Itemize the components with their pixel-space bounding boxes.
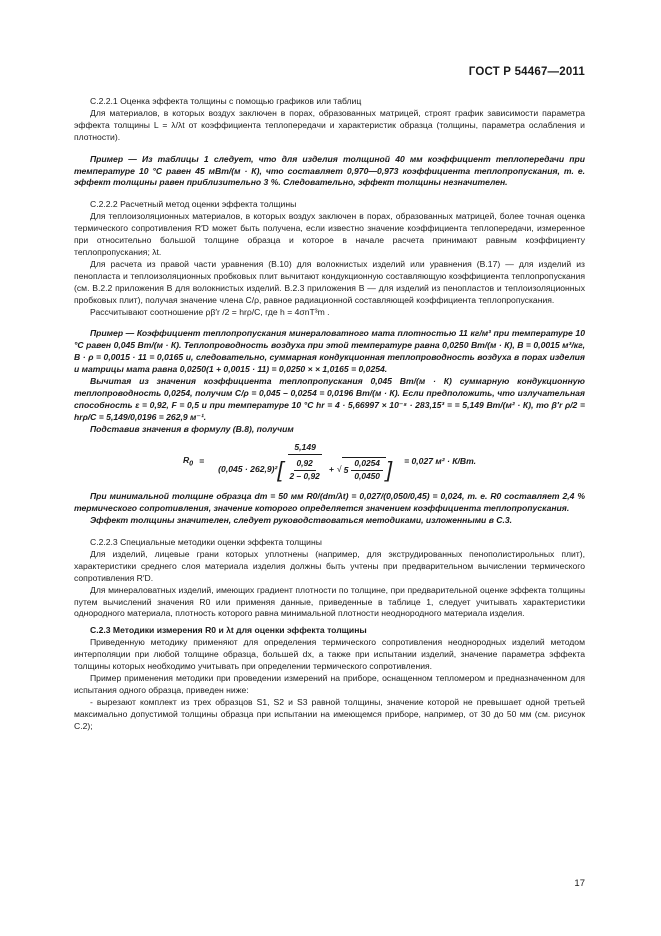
page-content [74,96,585,733]
formula-sqrt: √ 5 $\frac{0,0254}{0,0450}$ [337,457,386,483]
paragraph: Приведенную методику применяют для определения термического сопротивления неоднородных изделий методом интерполяции при любой толщине образца, большей dx, а также при испытании изделий, значение параметра эффекта толщины которых необходимо учитывать при определении термического сопротивления. [74,637,585,672]
paragraph: Для теплоизоляционных материалов, в которых воздух заключен в порах, образованных матрицей, более точная оценка термического сопротивления R′D может быть получена, если известно значение коэффициента теплопередачи, измеренное при относительно большой толщине образца и которое в начале расчета принимают равным коэффициенту теплопропускания; λt. [74,211,585,257]
paragraph: Пример применения методики при проведении измерений на приборе, оснащенном тепломером и предназначенном для испытания одного образца, приведен ниже: [74,672,585,695]
formula-lhs: $R_0$ [182,454,194,468]
page-number: 17 [574,878,585,889]
example-paragraph: При минимальной толщине образца dm = 50 мм R0/(dm/λt) = 0,027/(0,050/0,45) = 0,024, т. е. R0 составляет 2,4 % термического сопротивления, значение которого определяется значением коэффициента теплопропускания. [74,491,585,514]
section-heading-c222: С.2.2.2 Расчетный метод оценки эффекта толщины [90,199,297,210]
paragraph: Для изделий, лицевые грани которых уплотнены (например, для экструдированных пенополистирольных плит), характеристики среднего слоя материала изделия должны быть учтены при предварительном вычислении термического сопротивления R′D. [74,548,585,583]
paragraph: Для минераловатных изделий, имеющих градиент плотности по толщине, при предварительной оценке эффекта толщины путем вычислений значения R0 или применяя данные, приведенные в таблице 1, следует учитывать характеристики однородного материала, плотность которого равна минимальной плотности неоднородного материала изделия. [74,584,585,619]
formula-main-fraction [214,442,396,484]
section-heading-c23: С.2.3 Методики измерения R0 и λt для оценки эффекта толщины [90,625,367,636]
paragraph: Для материалов, в которых воздух заключен в порах, образованных матрицей, строят график зависимости параметра эффекта толщины L = λ/λt от коэффициента теплопередачи и характеристик образца (толщины, параметра ослабления и плотности). [74,107,585,142]
list-item: - вырезают комплект из трех образцов S1, S2 и S3 равной толщины, значение которой не превышает одной третьей максимально допустимой толщины образца при испытании на имеющемся приборе, например, от 30 до 50 мм (см. рисунок С.2); [74,696,585,731]
paragraph: Рассчитывают соотношение ρβ′r /2 = hrρ/C, где h = 4σnT³m . [90,306,330,317]
section-heading-c221: С.2.2.1 Оценка эффекта толщины с помощью графиков или таблиц [90,96,362,106]
formula-fraction-1: $\frac{0,92}{2 - 0,92}$ [289,457,320,481]
formula-denominator: (0,045 · 262,9)² [ $\frac{0,92}{2 - 0,92}$ + √ 5 $\frac{0,0254}{0,0450}$ ] [218,457,393,483]
example-paragraph: Пример — Коэффициент теплопропускания минераловатного мата плотностью 11 кг/м³ при температуре 10 °С равен 0,045 Вт/(м · К). Теплопроводность воздуха при этой температуре равна 0,0250 Вт/(м · К), В = 0,0015 м³/кг, В · ρ = 0,0015 · 11 = 0,0165 и, следовательно, суммарная кондукционная теплопроводность воздуха в порах изделия и матрицы мата равна 0,0250(1 + 0,0015 · 11) = 0,0250 × × 1,0165 = 0,0254. [74,328,585,375]
formula-result: = 0,027 м² · К/Вт. [404,456,477,467]
standard-number: ГОСТ Р 54467—2011 [468,66,585,78]
formula-fraction-2: $\frac{0,0254}{0,0450}$ [351,458,383,483]
formula-numerator: 5,149 [288,442,322,456]
example-paragraph: Эффект толщины значителен, следует руководствоваться методиками, изложенными в С.3. [90,515,513,526]
formula-b8 [74,442,585,484]
example-paragraph: Вычитая из значения коэффициента теплопропускания 0,045 Вт/(м · К) суммарную кондукционную теплопроводность 0,0254, получим C/ρ = 0,045 – 0,0254 = 0,0196 Вт/(м · К). Если предположить, что излучательная способность ε = 0,92, F = 0,5 и при температуре 10 °С hr = 4 · 5,66997 × 10⁻⁸ · 283,15³ = = 5,149 Вт/(м² · К), то β′r ρ/2 = hrρ/C = 5,149/0,0196 = 262,9 м⁻¹. [74,376,585,422]
section-heading-c223: С.2.2.3 Специальные методики оценки эффекта толщины [90,537,322,547]
example-paragraph: Подставив значения в формулу (В.8), получим [90,423,294,434]
paragraph: Для расчета из правой части уравнения (В.10) для волокнистых изделий или уравнения (В.17) — для изделий из пенопласта и теплоизоляционных пробковых плит вычитают кондукционную составляющую коэффициента теплопропускания (см. В.2.2 приложения В для волокнистых изделий. В.2.3 приложения В — для изделий из пенопластов и теплоизоляционных пробковых плит), получая значение члена C/ρ, равное радиационной составляющей коэффициента теплопропускания. [74,258,585,305]
example-paragraph: Пример — Из таблицы 1 следует, что для изделия толщиной 40 мм коэффициент теплопередачи при температуре 10 °С равен 45 мВт/(м · К), что составляет 0,970—0,973 коэффициента теплопропускания, т. е. эффект толщины равен приблизительно 3 %. Следовательно, эффект толщины незначителен. [74,153,585,188]
formula-equals: = [199,456,205,467]
